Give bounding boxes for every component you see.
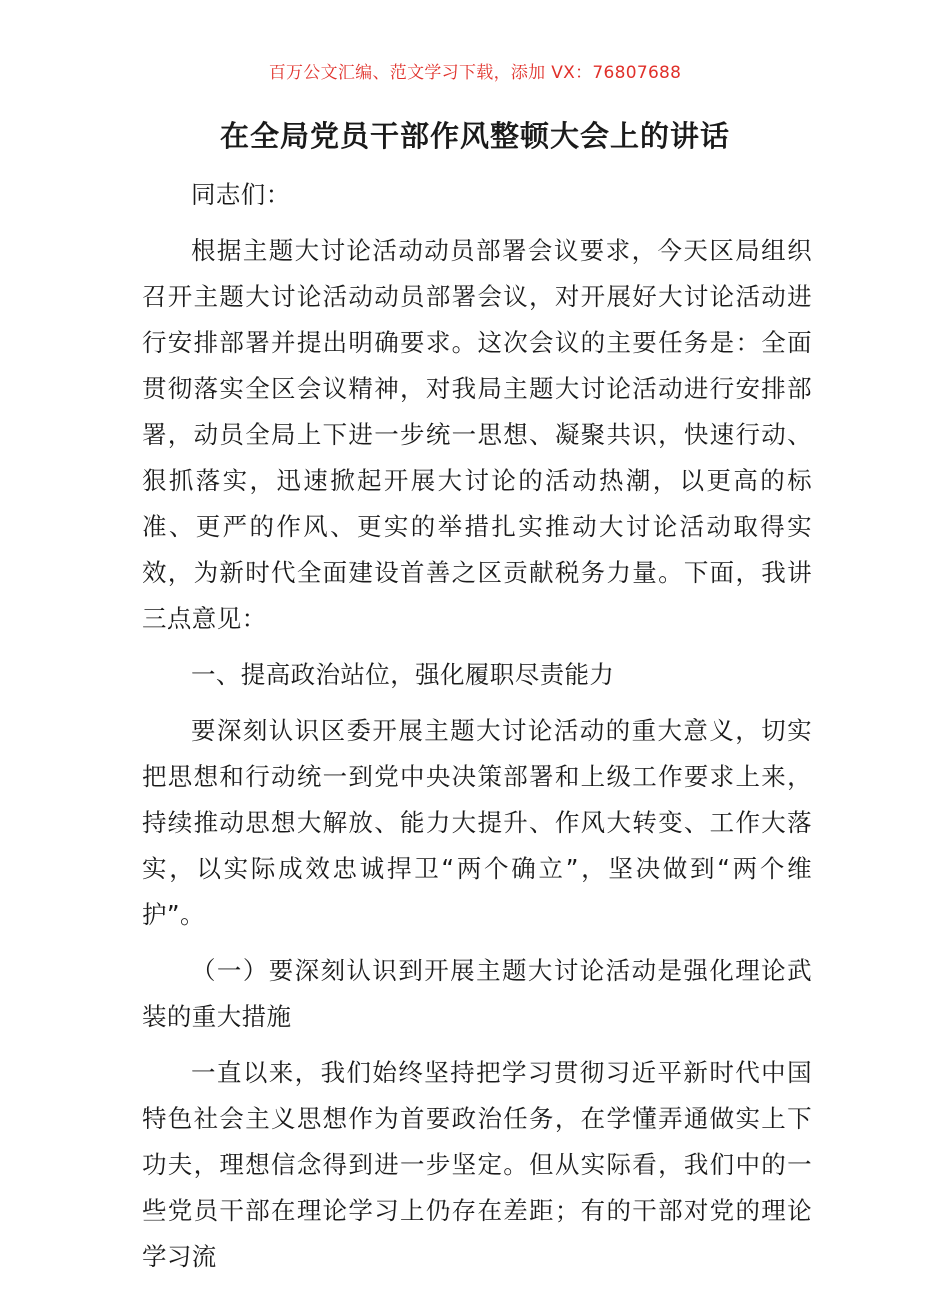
watermark-header: 百万公文汇编、范文学习下载，添加 VX：76807688 xyxy=(268,63,682,83)
salutation: 同志们： xyxy=(191,180,291,209)
section-heading-1: 一、提高政治站位，强化履职尽责能力 xyxy=(191,660,615,689)
paragraph-section-1: 要深刻认识区委开展主题大讨论活动的重大意义，切实把思想和行动统一到党中央决策部署和上级工作要求上来，持续推动思想大解放、能力大提升、作风大转变、工作大落实，以实际成效忠诚捍卫“两个确立”，坚决做到“两个维护”。 xyxy=(142,716,812,929)
document-title: 在全局党员干部作风整顿大会上的讲话 xyxy=(219,119,730,153)
document-body xyxy=(142,172,812,1290)
subsection-heading-1: （一）要深刻认识到开展主题大讨论活动是强化理论武装的重大措施 xyxy=(142,956,812,1031)
paragraph-subsection-1: 一直以来，我们始终坚持把学习贯彻习近平新时代中国特色社会主义思想作为首要政治任务，在学懂弄通做实上下功夫，理想信念得到进一步坚定。但从实际看，我们中的一些党员干部在理论学习上仍存在差距；有的干部对党的理论学习流 xyxy=(142,1058,812,1271)
paragraph-intro: 根据主题大讨论活动动员部署会议要求，今天区局组织召开主题大讨论活动动员部署会议，对开展好大讨论活动进行安排部署并提出明确要求。这次会议的主要任务是：全面贯彻落实全区会议精神，对我局主题大讨论活动进行安排部署，动员全局上下进一步统一思想、凝聚共识，快速行动、狠抓落实，迅速掀起开展大讨论的活动热潮，以更高的标准、更严的作风、更实的举措扎实推动大讨论活动取得实效，为新时代全面建设首善之区贡献税务力量。下面，我讲三点意见： xyxy=(142,236,812,633)
